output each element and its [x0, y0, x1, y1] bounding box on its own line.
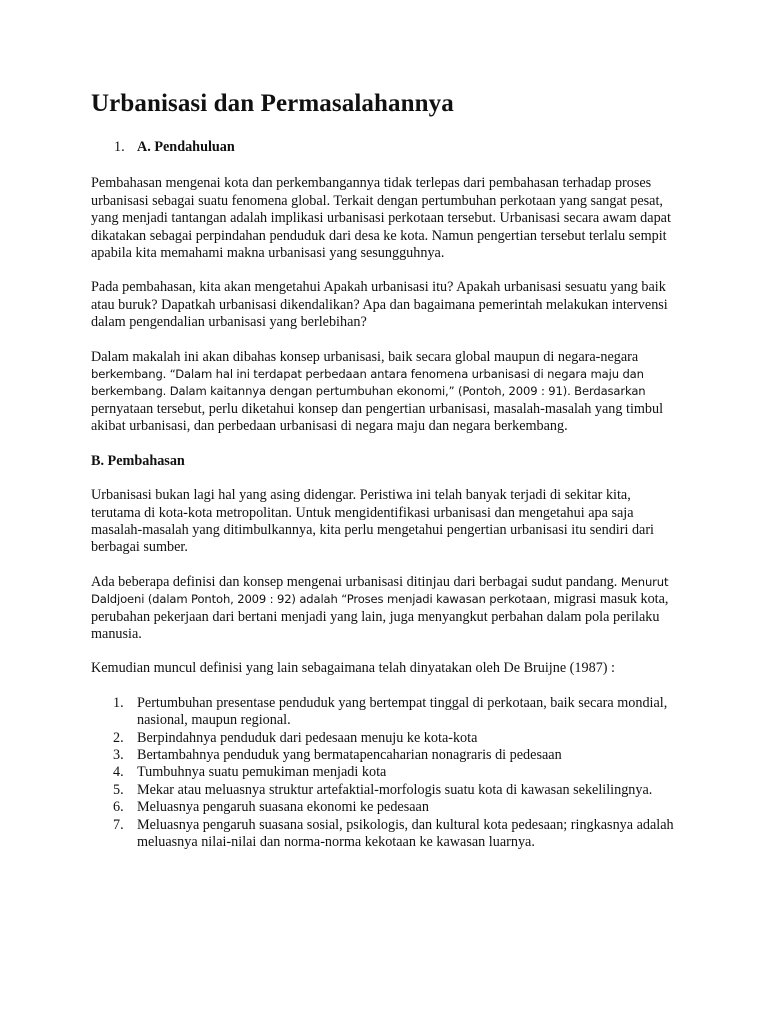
document-page — [91, 88, 681, 851]
list-item-text: Mekar atau meluasnya struktur artefaktial-morfologis suatu kota di kawasan sekelilingnya. — [137, 781, 653, 798]
document-title: Urbanisasi dan Permasalahannya — [91, 90, 454, 117]
paragraph-body-2-end: migrasi masuk kota, perubahan pekerjaan dari bertani menjadi yang lain, juga menyangkut perbahan dalam pola perilaku manusia. — [91, 591, 669, 642]
section-a-heading-list — [91, 139, 681, 156]
list-item-number: 1. — [113, 694, 124, 711]
list-item-text: Meluasnya pengaruh suasana sosial, psikologis, dan kultural kota pedesaan; ringkasnya adalah meluasnya nilai-nilai dan norma-norma kekotaan ke kawasan luarnya. — [137, 816, 674, 850]
list-item-text: Bertambahnya penduduk yang bermatapencaharian nonagraris di pedesaan — [137, 746, 562, 763]
list-item-number: 6. — [113, 799, 124, 816]
list-item — [91, 782, 681, 799]
list-item-text: Pertumbuhan presentase penduduk yang bertempat tinggal di perkotaan, baik secara mondial, nasional, maupun regional. — [137, 694, 668, 729]
paragraph-intro-3-end: pernyataan tersebut, perlu diketahui konsep dan pengertian urbanisasi, masalah-masalah yang timbul akibat urbanisasi, dan perbedaan urbanisasi di negara maju dan negara berkembang. — [91, 400, 664, 435]
list-item-number: 7. — [113, 816, 124, 833]
list-item — [91, 730, 681, 747]
paragraph-body-2-start: Ada beberapa definisi dan konsep mengenai urbanisasi ditinjau dari berbagai sudut pandang. — [91, 573, 621, 590]
paragraph-intro-1: Pembahasan mengenai kota dan perkembangannya tidak terlepas dari pembahasan terhadap proses urbanisasi sebagai suatu fenomena global. Terkait dengan pertumbuhan perkotaan yang sangat pesat, yang menjadi tantangan adalah implikasi urbanisasi perkotaan tersebut. Urbanisasi secara awam dapat dikatakan sebagai perpindahan penduduk dari desa ke kota. Namun pengertian tersebut terlalu sempit apabila kita memahami makna urbanisasi yang sesungguhnya. — [91, 175, 671, 262]
paragraph-body-3: Kemudian muncul definisi yang lain sebagaimana telah dinyatakan oleh De Bruijne (1987) : — [91, 660, 615, 677]
list-item-text: Berpindahnya penduduk dari pedesaan menuju ke kota-kota — [137, 729, 478, 746]
paragraph-intro-3-start: Dalam makalah ini akan dibahas konsep urbanisasi, baik secara global maupun di negara-negara — [91, 348, 639, 365]
list-item-text: Tumbuhnya suatu pemukiman menjadi kota — [137, 764, 387, 781]
list-item — [91, 817, 681, 852]
paragraph-body-2 — [91, 574, 681, 644]
section-a-number: 1. — [114, 139, 125, 155]
list-item-number: 4. — [113, 764, 124, 781]
list-item — [91, 764, 681, 781]
paragraph-intro-3 — [91, 349, 681, 436]
paragraph-body-1: Urbanisasi bukan lagi hal yang asing didengar. Peristiwa ini telah banyak terjadi di sekitar kita, terutama di kota-kota metropolitan. Untuk mengidentifikasi urbanisasi dan mengetahui apa saja masalah-masalah yang ditimbulkannya, kita perlu mengetahui pengertian urbanisasi itu sendiri dari berbagai sumber. — [91, 487, 654, 556]
definition-list — [91, 695, 681, 852]
list-item-number: 5. — [113, 781, 124, 798]
section-a-label: A. Pendahuluan — [137, 139, 235, 155]
list-item-text: Meluasnya pengaruh suasana ekonomi ke pedesaan — [137, 799, 429, 816]
list-item — [91, 799, 681, 816]
section-b-heading: B. Pembahasan — [91, 452, 185, 469]
list-item — [91, 747, 681, 764]
list-item-number: 3. — [113, 746, 124, 763]
list-item — [91, 695, 681, 730]
paragraph-intro-3-quote: berkembang. “Dalam hal ini terdapat perbedaan antara fenomena urbanisasi di negara maju dan berkembang. Dalam kaitannya dengan pertumbuhan ekonomi,” (Pontoh, 2009 : 91). Berdasarkan — [91, 367, 646, 399]
list-item-number: 2. — [113, 729, 124, 746]
paragraph-body-2-quote: Menurut Daldjoeni (dalam Pontoh, 2009 : 92) adalah “Proses menjadi kawasan perkotaan, — [91, 574, 669, 607]
section-a-heading — [91, 139, 681, 156]
paragraph-intro-2: Pada pembahasan, kita akan mengetahui Apakah urbanisasi itu? Apakah urbanisasi sesuatu yang baik atau buruk? Dapatkah urbanisasi dikendalikan? Apa dan bagaimana pemerintah melakukan intervensi dalam pengendalian urbanisasi yang berlebihan? — [91, 279, 668, 331]
